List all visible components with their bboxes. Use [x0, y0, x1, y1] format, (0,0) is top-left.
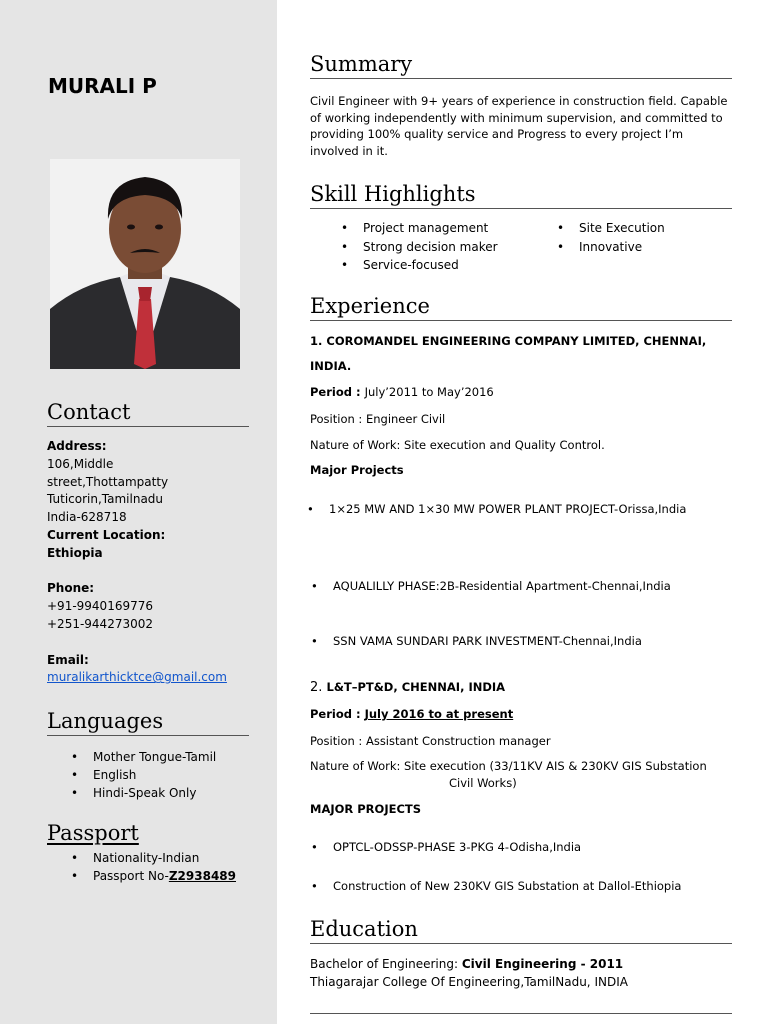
phone-number: +251-944273002 — [47, 616, 154, 631]
job2-period — [310, 706, 513, 723]
job2-nature-line2: Civil Works) — [449, 776, 517, 790]
job2-title — [310, 679, 505, 697]
current-location: Ethiopia — [47, 545, 103, 560]
language-item: • English — [47, 766, 216, 784]
job1-nature: Nature of Work: Site execution and Quality Control. — [310, 438, 605, 452]
skills-column-1 — [338, 219, 498, 275]
phone-label: Phone: — [47, 581, 95, 596]
skill-item: • Project management — [338, 219, 498, 238]
job1-title-line2: INDIA. — [310, 359, 352, 373]
job1-project-item: • SSN VAMA SUNDARI PARK INVESTMENT-Chennai,India — [311, 634, 642, 648]
job1-project-item: • AQUALILLY PHASE:2B-Residential Apartment-Chennai,India — [311, 579, 671, 593]
candidate-name: MURALI P — [48, 74, 157, 98]
bullet-icon: • — [311, 879, 318, 893]
skill-item: • Site Execution — [554, 219, 665, 238]
job2-projects-label: MAJOR PROJECTS — [310, 802, 422, 816]
bullet-icon: • — [311, 634, 318, 648]
degree-field: Civil Engineering - 2011 — [461, 957, 624, 971]
current-location-label: Current Location: — [47, 527, 166, 542]
passport-number: Z2938489 — [168, 869, 236, 883]
job1-position: Position : Engineer Civil — [310, 412, 446, 426]
nationality-item: • Nationality-Indian — [47, 849, 236, 867]
period-label: Period : — [310, 385, 365, 399]
job2-position: Position : Assistant Construction manager — [310, 734, 551, 748]
passport-list — [47, 849, 236, 885]
bullet-icon: • — [311, 579, 318, 593]
skills-heading: Skill Highlights — [310, 182, 732, 209]
job2-number: 2. — [310, 680, 327, 695]
skill-item: • Innovative — [554, 238, 665, 257]
job1-title-line1: 1. COROMANDEL ENGINEERING COMPANY LIMITED, CHENNAI, — [310, 334, 707, 348]
address-label: Address: — [47, 439, 107, 453]
passport-number-item — [47, 867, 236, 885]
address-line: Tuticorin,Tamilnadu — [47, 492, 164, 507]
skill-item: • Service-focused — [338, 256, 498, 275]
contact-heading: Contact — [47, 400, 249, 427]
contact-details — [47, 438, 262, 687]
education-college: Thiagarajar College Of Engineering,TamilNadu, INDIA — [310, 975, 628, 989]
language-item: • Hindi-Speak Only — [47, 784, 216, 802]
passport-heading: Passport — [47, 821, 139, 845]
job1-period — [310, 384, 494, 401]
summary-heading: Summary — [310, 52, 732, 79]
profile-photo — [50, 159, 240, 369]
job2-company: L&T–PT&D, CHENNAI, INDIA — [326, 680, 506, 694]
period-value: July 2016 to at present — [364, 707, 514, 721]
education-heading: Education — [310, 917, 732, 944]
experience-heading: Experience — [310, 294, 732, 321]
period-value: July’2011 to May’2016 — [364, 385, 494, 399]
education-degree — [310, 956, 623, 973]
bullet-icon: • — [307, 502, 314, 516]
email-label: Email: — [47, 652, 89, 667]
job1-project-item: • 1×25 MW AND 1×30 MW POWER PLANT PROJECT-Orissa,India — [307, 502, 687, 516]
address-line: street,Thottampatty — [47, 474, 169, 489]
languages-list — [47, 748, 216, 802]
bullet-icon: • — [311, 840, 318, 854]
languages-heading: Languages — [47, 709, 249, 736]
skills-column-2 — [554, 219, 665, 256]
job2-nature-line1: Nature of Work: Site execution (33/11KV AIS & 230KV GIS Substation — [310, 759, 707, 773]
address-line: 106,Middle — [47, 456, 114, 471]
email-link[interactable]: muralikarthicktce@gmail.com — [47, 670, 227, 685]
degree-prefix: Bachelor of Engineering: — [310, 957, 462, 971]
job1-projects-label: Major Projects — [310, 463, 404, 477]
language-item: • Mother Tongue-Tamil — [47, 748, 216, 766]
period-label: Period : — [310, 707, 365, 721]
phone-number: +91-9940169776 — [47, 599, 154, 614]
address-line: India-628718 — [47, 510, 127, 525]
summary-text: Civil Engineer with 9+ years of experience in construction field. Capable of working independently with minimum supervision, and committed to providing 100% quality service and Progress to every project I’m involved in it. — [310, 94, 728, 158]
job2-project-item: • OPTCL-ODSSP-PHASE 3-PKG 4-Odisha,India — [311, 840, 582, 854]
passport-number-label: Passport No- — [93, 869, 169, 883]
job2-project-item: • Construction of New 230KV GIS Substation at Dallol-Ethiopia — [311, 879, 682, 893]
skill-item: • Strong decision maker — [338, 238, 498, 257]
bottom-divider — [310, 1013, 732, 1014]
